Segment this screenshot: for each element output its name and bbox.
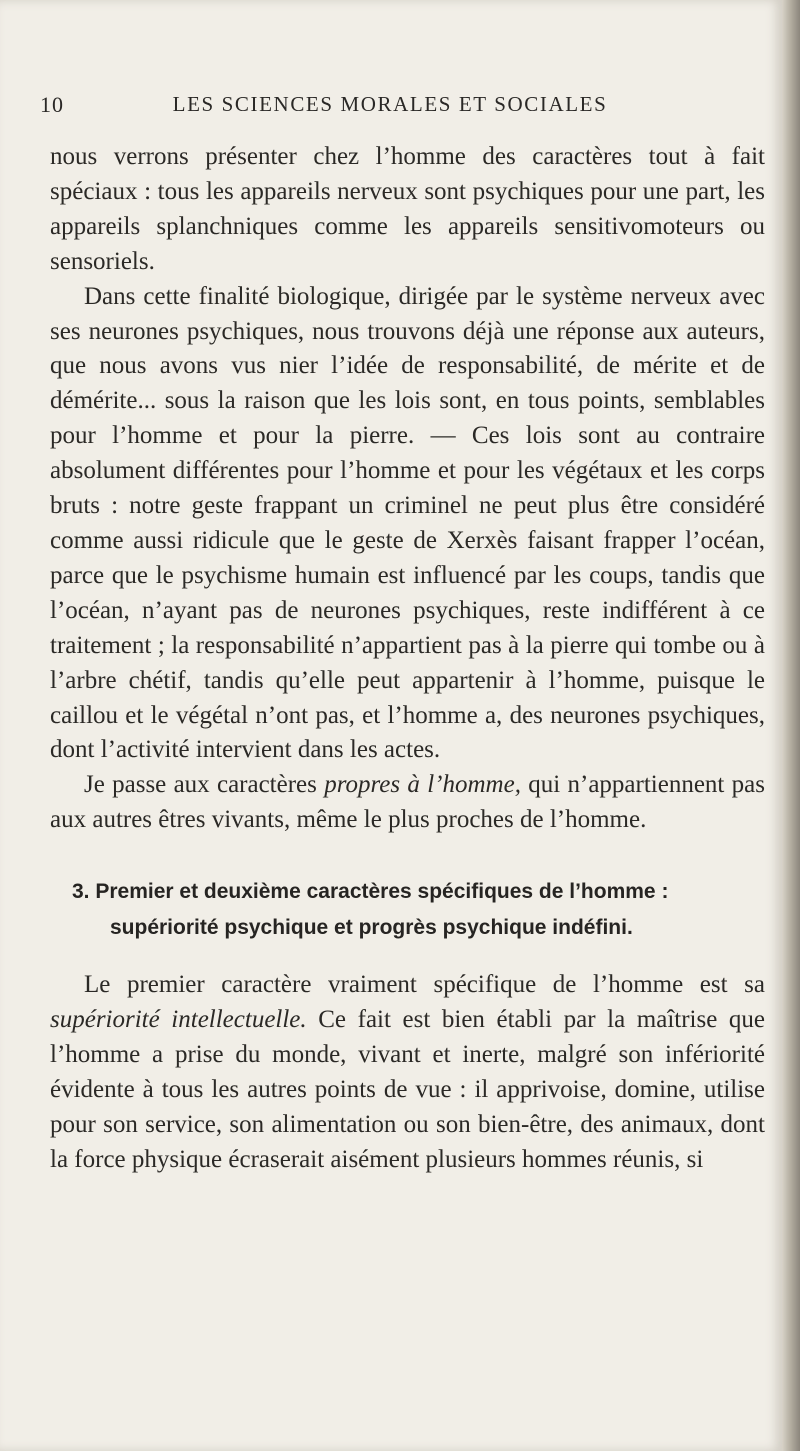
section-title-line-1: 3. Premier et deuxième caractères spécifiques de l’homme : <box>72 880 669 904</box>
page-number: 10 <box>40 92 64 117</box>
page-header <box>40 92 740 132</box>
paragraph-4-end: Ce fait est bien établi par la maîtrise que l’homme a prise du monde, vivant et inerte, malgré son infériorité évidente à tous les autres points de vue : il apprivoise, domine, utilise pour son service, son alimentation ou son bien-être, des animaux, dont la force physique écraserait aisément plusieurs hommes réunis, si <box>50 1006 765 1173</box>
page-body <box>50 140 765 1178</box>
paragraph-3-emphasis: propres à l’homme, <box>324 771 521 799</box>
paragraph-2: Dans cette finalité biologique, dirigée par le système nerveux avec ses neurones psychiques, nous trouvons déjà une réponse aux auteurs, que nous avons vus nier l’idée de responsabilité, de mérite et de démérite... sous la raison que les lois sont, en tous points, semblables pour l’homme et pour la pierre. — Ces lois sont au contraire absolument différentes pour l’homme et pour les végétaux et les corps bruts : notre geste frappant un criminel ne peut plus être considéré comme aussi ridicule que le geste de Xerxès faisant frapper l’océan, parce que le psychisme humain est influencé par les coups, tandis que l’océan, n’ayant pas de neurones psychiques, reste indifférent à ce traitement ; la responsabilité n’appartient pas à la pierre qui tombe ou à l’arbre chétif, tandis qu’elle peut appartenir à l’homme, puisque le caillou et le végétal n’ont pas, et l’homme a, des neurones psychiques, dont l’activité intervient dans les actes. <box>50 282 765 764</box>
page-edge-shadow <box>782 0 800 1451</box>
paragraph-4 <box>50 968 765 1177</box>
paragraph-4-start: Le premier caractère vraiment spécifique de l’homme est sa <box>84 971 765 999</box>
paragraph-1: nous verrons présenter chez l’homme des caractères tout à fait spéciaux : tous les appareils nerveux sont psychiques pour une part, les appareils splanchniques comme les appareils sensitivomoteurs ou sensoriels. <box>50 143 765 275</box>
paragraph-4-emphasis: supériorité intellectuelle. <box>50 1006 307 1034</box>
paragraph-3-start: Je passe aux caractères <box>84 771 325 799</box>
paragraph-3-end: qui n’appartiennent pas aux autres êtres vivants, même le plus proches de l’homme. <box>50 771 765 834</box>
section-title <box>50 874 765 946</box>
running-head: LES SCIENCES MORALES ET SOCIALES <box>172 92 608 116</box>
paragraph-3 <box>50 768 765 838</box>
section-title-line-2: supériorité psychique et progrès psychique indéfini. <box>110 916 633 940</box>
